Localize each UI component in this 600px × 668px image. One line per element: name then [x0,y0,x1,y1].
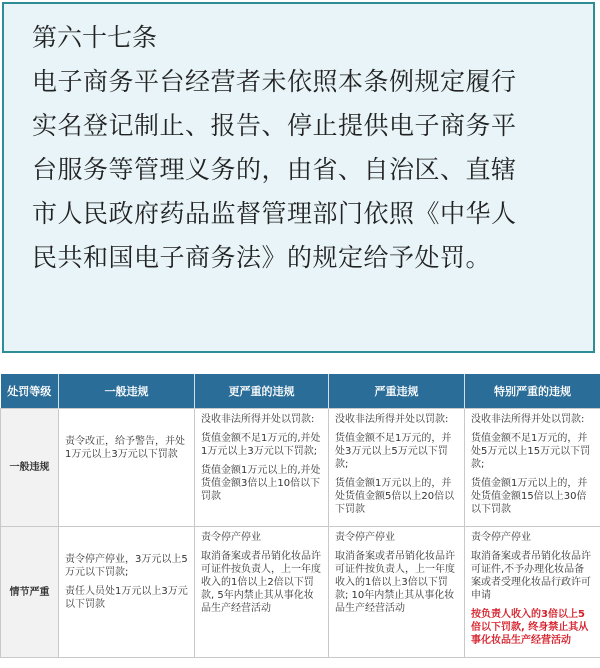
cell-text: 货值金额1万元以上的，并处货值金额5倍以上20倍以下罚款 [335,478,455,515]
article-panel [2,2,595,353]
cell-text: 货值金额1万元以上的,并处货值金额3倍以上10倍以下罚款 [201,465,321,502]
cell-text: 货值金额不足1万元的，并处5万元以上15万元以下罚款; [471,433,591,470]
cell-text: 没收非法所得并处以罚款: [335,414,449,425]
header-level: 处罚等级 [1,374,59,409]
table-cell [59,409,195,527]
cell-text: 责令停产停业，3万元以上5万元以下罚款; [65,554,188,578]
table-row [1,409,600,527]
table-cell [195,527,329,658]
cell-text: 没收非法所得并处以罚款: [201,414,315,425]
table-cell [465,527,600,658]
article-line: 市人民政府药品监督管理部门依照《中华人 [32,199,517,228]
article-line: 民共和国电子商务法》的规定给予处罚。 [32,243,492,272]
table-header-row [1,374,600,409]
article-line: 电子商务平台经营者未依照本条例规定履行 [32,67,517,96]
table-cell [465,409,600,527]
cell-text: 责令停产停业 [335,532,395,543]
cell-text: 取消备案或者吊销化妆品许可证件,不予办理化妆品备案或者受理化妆品行政许可申请 [471,551,591,601]
penalty-table [0,374,600,658]
cell-text: 责令停产停业 [201,532,261,543]
header-serious: 严重违规 [329,374,465,409]
table-cell [329,409,465,527]
highlight-text: 按负责人收入的3倍以上5倍以下罚款, 终身禁止其从事化妆品生产经营活动 [471,609,589,646]
cell-text: 取消备案或者吊销化妆品许可证件按负责人，上一年度收入的1倍以上3倍以下罚款; 10年内禁止其从事化妆品生产经营活动 [335,551,455,614]
row-level: 一般违规 [1,409,59,527]
table-cell [59,527,195,658]
cell-text: 没收非法所得并处以罚款: [471,414,585,425]
table-cell [195,409,329,527]
row-level: 情节严重 [1,527,59,658]
header-general: 一般违规 [59,374,195,409]
table-cell [329,527,465,658]
header-more-serious: 更严重的违规 [195,374,329,409]
header-extremely-serious: 特别严重的违规 [465,374,600,409]
article-line: 实名登记制止、报告、停止提供电子商务平 [32,111,517,140]
cell-text: 责令改正，给予警告，并处1万元以上3万元以下罚款 [65,436,185,460]
article-title: 第六十七条 [32,23,158,52]
cell-text: 责令停产停业 [471,532,531,543]
article-line: 台服务等管理义务的，由省、自治区、直辖 [32,155,517,184]
table-row [1,527,600,658]
cell-text: 货值金额不足1万元的，并处3万元以上5万元以下罚款; [335,433,452,470]
cell-text: 责任人员处1万元以上3万元以下罚款 [65,586,188,610]
cell-text: 取消备案或者吊销化妆品许可证件按负责人，上一年度收入的1倍以上2倍以下罚款, 5年内禁止其从事化妆品生产经营活动 [201,551,321,614]
cell-text: 货值金额1万元以上的，并处货值金额15倍以上30倍以下罚款 [471,478,588,515]
cell-text: 货值金额不足1万元的,并处1万元以上3万元以下罚款; [201,433,321,457]
